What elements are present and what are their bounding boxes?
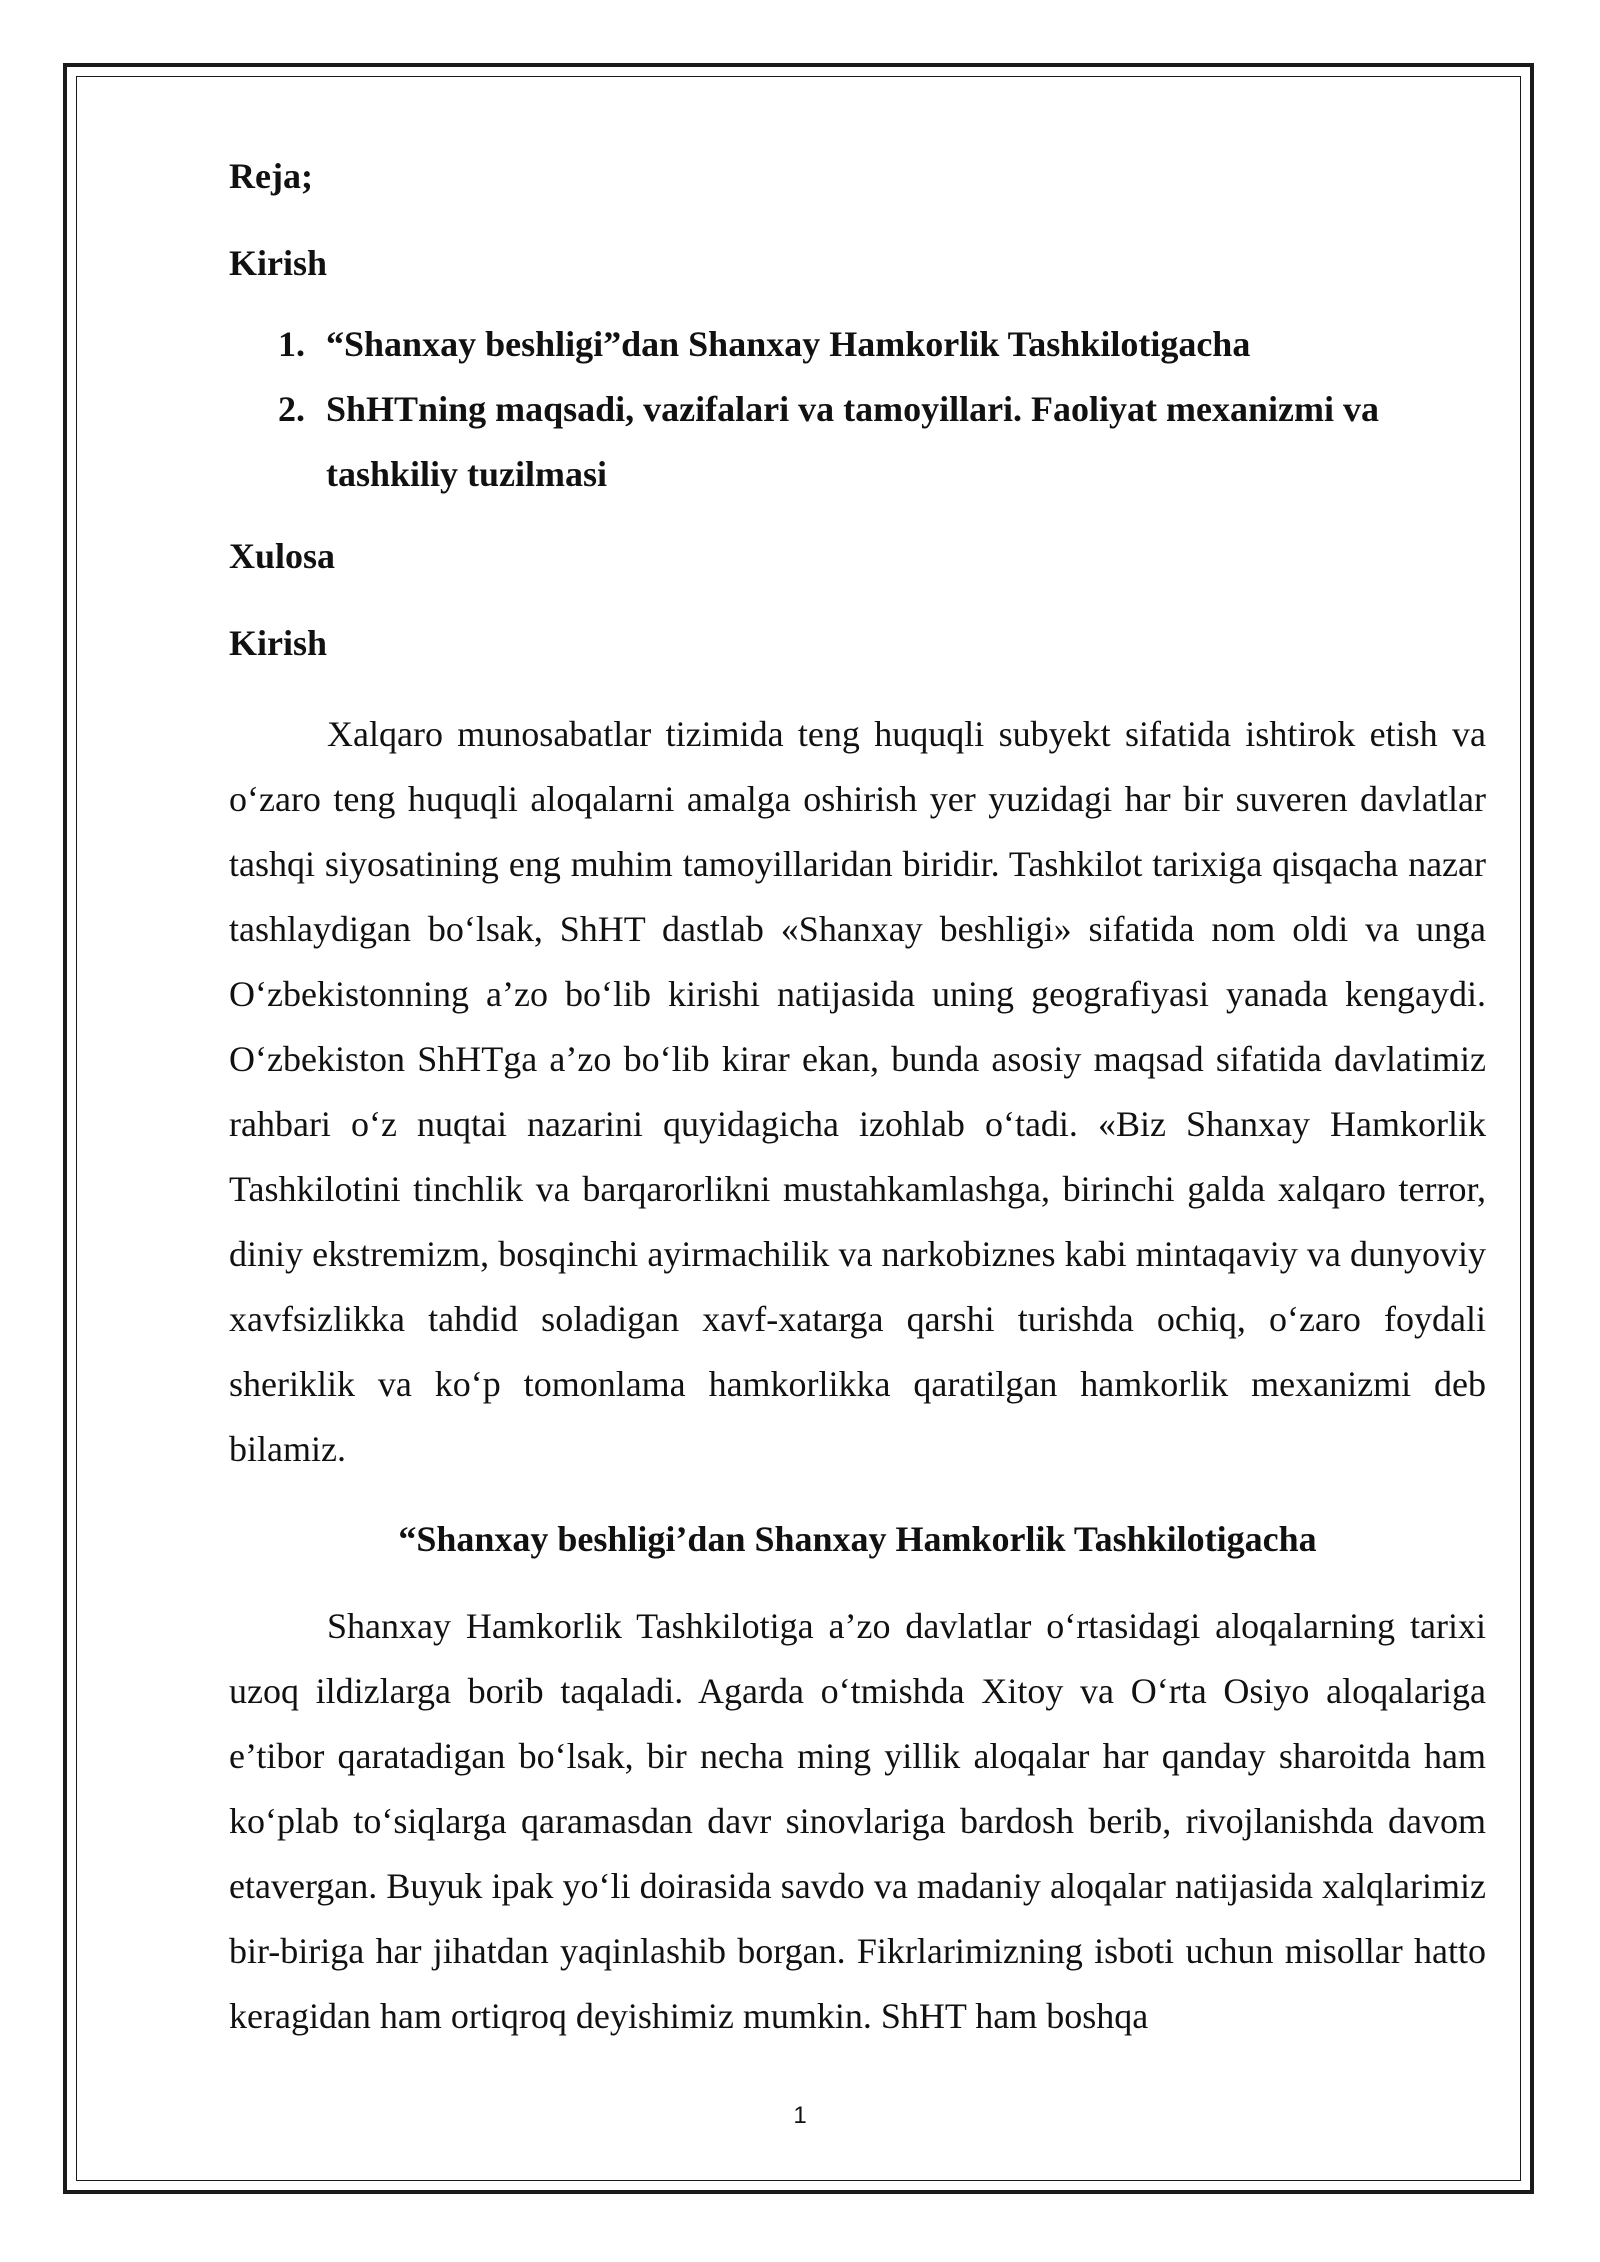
- intro-paragraph: Xalqaro munosabatlar tizimida teng huquqli subyekt sifatida ishtirok etish va o‘zaro teng huquqli aloqalarni amalga oshirish yer yuzidagi har bir suveren davlatlar tashqi siyosatining eng muhim tamoyillaridan biridir. Tashkilot tarixiga qisqacha nazar tashlaydigan bo‘lsak, ShHT dastlab «Shanxay beshligi» sifatida nom oldi va unga O‘zbekistonning a’zo bo‘lib kirishi natijasida uning geografiyasi yanada kengaydi. O‘zbekiston ShHTga a’zo bo‘lib kirar ekan, bunda asosiy maqsad sifatida davlatimiz rahbari o‘z nuqtai nazarini quyidagicha izohlab o‘tadi. «Biz Shanxay Hamkorlik Tashkilotini tinchlik va barqarorlikni mustahkamlashga, birinchi galda xalqaro terror, diniy ekstremizm, bosqinchi ayirmachilik va narkobiznes kabi mintaqaviy va dunyoviy xavfsizlikka tahdid soladigan xavf-xatarga qarshi turishda ochiq, o‘zaro foydali sheriklik va ko‘p tomonlama hamkorlikka qaratilgan hamkorlik mexanizmi deb bilamiz.: [229, 714, 1486, 1469]
- plan-conclusion: Xulosa: [229, 536, 336, 576]
- plan-intro: Kirish: [229, 243, 328, 283]
- plan-item-text: “Shanxay beshligi”dan Shanxay Hamkorlik Tashkilotigacha: [326, 324, 1251, 364]
- plan-title: Reja;: [229, 156, 313, 196]
- intro-heading: Kirish: [229, 623, 328, 663]
- section-title: “Shanxay beshligi’dan Shanxay Hamkorlik Tashkilotigacha: [398, 1519, 1317, 1559]
- plan-list: [229, 312, 1486, 507]
- plan-item-number: 2.: [278, 389, 305, 429]
- page-number: 1: [793, 2102, 807, 2129]
- plan-item-number: 1.: [278, 324, 305, 364]
- section-paragraph: Shanxay Hamkorlik Tashkilotiga a’zo davlatlar o‘rtasidagi aloqalarning tarixi uzoq ildizlarga borib taqaladi. Agarda o‘tmishda Xitoy va O‘rta Osiyo aloqalariga e’tibor qaratadigan bo‘lsak, bir necha ming yillik aloqalar har qanday sharoitda ham ko‘plab to‘siqlarga qaramasdan davr sinovlariga bardosh berib, rivojlanishda davom etavergan. Buyuk ipak yo‘li doirasida savdo va madaniy aloqalar natijasida xalqlarimiz bir-biriga har jihatdan yaqinlashib borgan. Fikrlarimizning isboti uchun misollar hatto keragidan ham ortiqroq deyishimiz mumkin. ShHT ham boshqa: [229, 1606, 1486, 2036]
- document-page: [229, 150, 1486, 2049]
- plan-item: [229, 312, 1486, 377]
- plan-item: [229, 377, 1486, 507]
- plan-item-text: ShHTning maqsadi, vazifalari va tamoyillari. Faoliyat mexanizmi va tashkiliy tuzilmasi: [326, 389, 1379, 494]
